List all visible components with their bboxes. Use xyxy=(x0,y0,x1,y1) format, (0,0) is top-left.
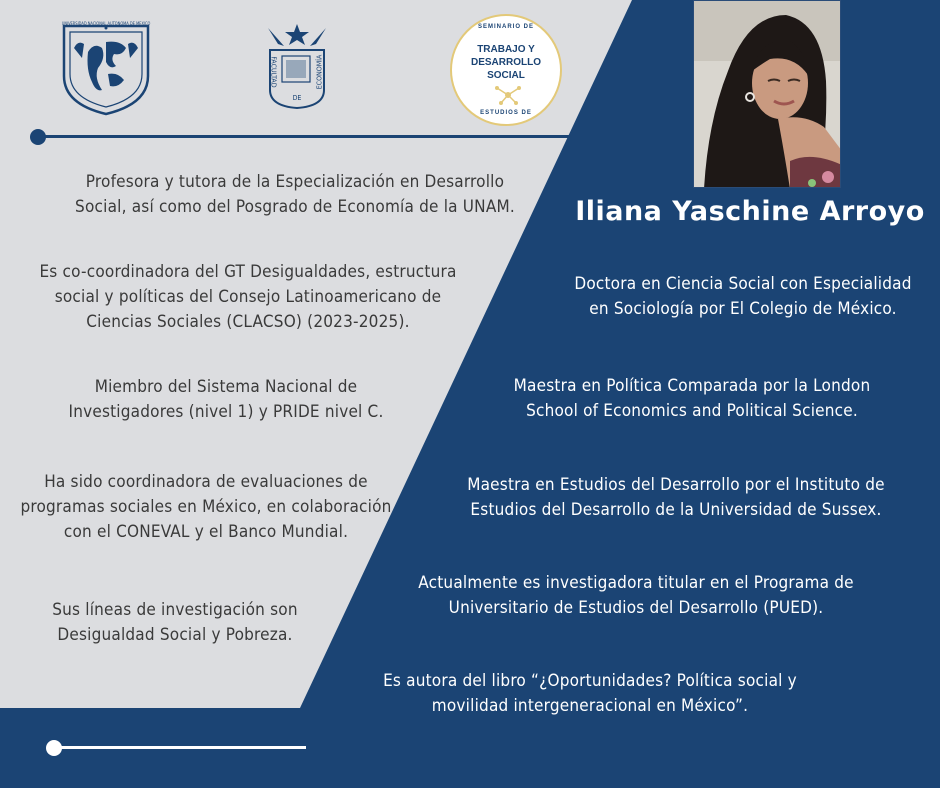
right-item-4-line-1: Actualmente es investigadora titular en el Programa de xyxy=(418,573,854,593)
left-item-3-line-1: Miembro del Sistema Nacional de xyxy=(94,377,358,397)
right-item-5-line-2: movilidad intergeneracional en México”. xyxy=(431,696,749,716)
right-item-5-line-1: Es autora del libro “¿Oportunidades? Política social y xyxy=(383,671,797,691)
left-item-1-line-1: Profesora y tutora de la Especialización en Desarrollo xyxy=(85,172,505,192)
person-name: Iliana Yaschine Arroyo xyxy=(575,196,925,227)
right-item-2-line-2: School of Economics and Political Science. xyxy=(526,401,858,421)
seminar-line2: DESARROLLO xyxy=(471,57,541,68)
left-item-5-line-1: Sus líneas de investigación son xyxy=(52,600,298,620)
left-item-2-line-1: Es co-coordinadora del GT Desigualdades, estructura xyxy=(39,262,457,282)
left-item-4-line-3: con el CONEVAL y el Banco Mundial. xyxy=(63,522,349,542)
fe-mid-text: DE xyxy=(292,94,302,102)
right-item-2-line-1: Maestra en Política Comparada por la London xyxy=(513,376,871,396)
left-item-1 xyxy=(58,170,532,220)
left-item-2-line-2: social y políticas del Consejo Latinoamericano de xyxy=(54,287,442,307)
left-item-3 xyxy=(56,375,396,425)
right-item-3-line-2: Estudios del Desarrollo de la Universidad de Sussex. xyxy=(470,500,882,520)
left-item-5 xyxy=(30,598,320,648)
bottom-divider-line xyxy=(50,746,306,749)
fe-left-text: FACULTAD xyxy=(269,56,278,88)
seminar-line1: TRABAJO Y xyxy=(477,44,535,55)
right-item-5 xyxy=(360,669,820,719)
left-item-4-line-1: Ha sido coordinadora de evaluaciones de xyxy=(44,472,368,492)
network-icon xyxy=(493,84,523,106)
left-item-4 xyxy=(8,470,404,545)
portrait-photo xyxy=(693,0,841,188)
unam-shield-icon xyxy=(58,18,154,116)
fe-right-text: ECONOMÍA xyxy=(315,54,324,90)
right-item-1 xyxy=(556,272,930,322)
unam-logo xyxy=(58,18,154,116)
seminar-top-text: SEMINARIO DE xyxy=(477,24,534,30)
right-item-3-line-1: Maestra en Estudios del Desarrollo por el Instituto de xyxy=(467,475,885,495)
left-item-1-line-2: Social, así como del Posgrado de Economía de la UNAM. xyxy=(75,197,515,217)
seminar-line3: SOCIAL xyxy=(487,70,525,81)
bottom-divider-dot xyxy=(46,740,62,756)
portrait-illustration xyxy=(694,1,841,188)
facultad-economia-logo xyxy=(264,20,330,110)
top-divider-line xyxy=(38,135,586,138)
seminar-logo xyxy=(450,14,562,126)
right-item-1-line-1: Doctora en Ciencia Social con Especialidad xyxy=(574,274,912,294)
left-item-2-line-3: Ciencias Sociales (CLACSO) (2023-2025). xyxy=(86,312,410,332)
top-divider-dot xyxy=(30,129,46,145)
right-item-4-line-2: Universitario de Estudios del Desarrollo (PUED). xyxy=(448,598,824,618)
left-item-4-line-2: programas sociales en México, en colaboración xyxy=(20,497,392,517)
right-item-1-line-2: en Sociología por El Colegio de México. xyxy=(589,299,897,319)
unam-logo-text: UNIVERSIDAD NACIONAL AUTONOMA DE MEXICO xyxy=(61,21,151,26)
right-item-3 xyxy=(452,473,900,523)
left-item-3-line-2: Investigadores (nivel 1) y PRIDE nivel C. xyxy=(68,402,384,422)
left-item-2 xyxy=(20,260,476,335)
seminar-bottom-text: ESTUDIOS DE xyxy=(480,110,532,116)
right-item-2 xyxy=(508,374,876,424)
left-item-5-line-2: Desigualdad Social y Pobreza. xyxy=(57,625,293,645)
right-item-4 xyxy=(406,571,866,621)
